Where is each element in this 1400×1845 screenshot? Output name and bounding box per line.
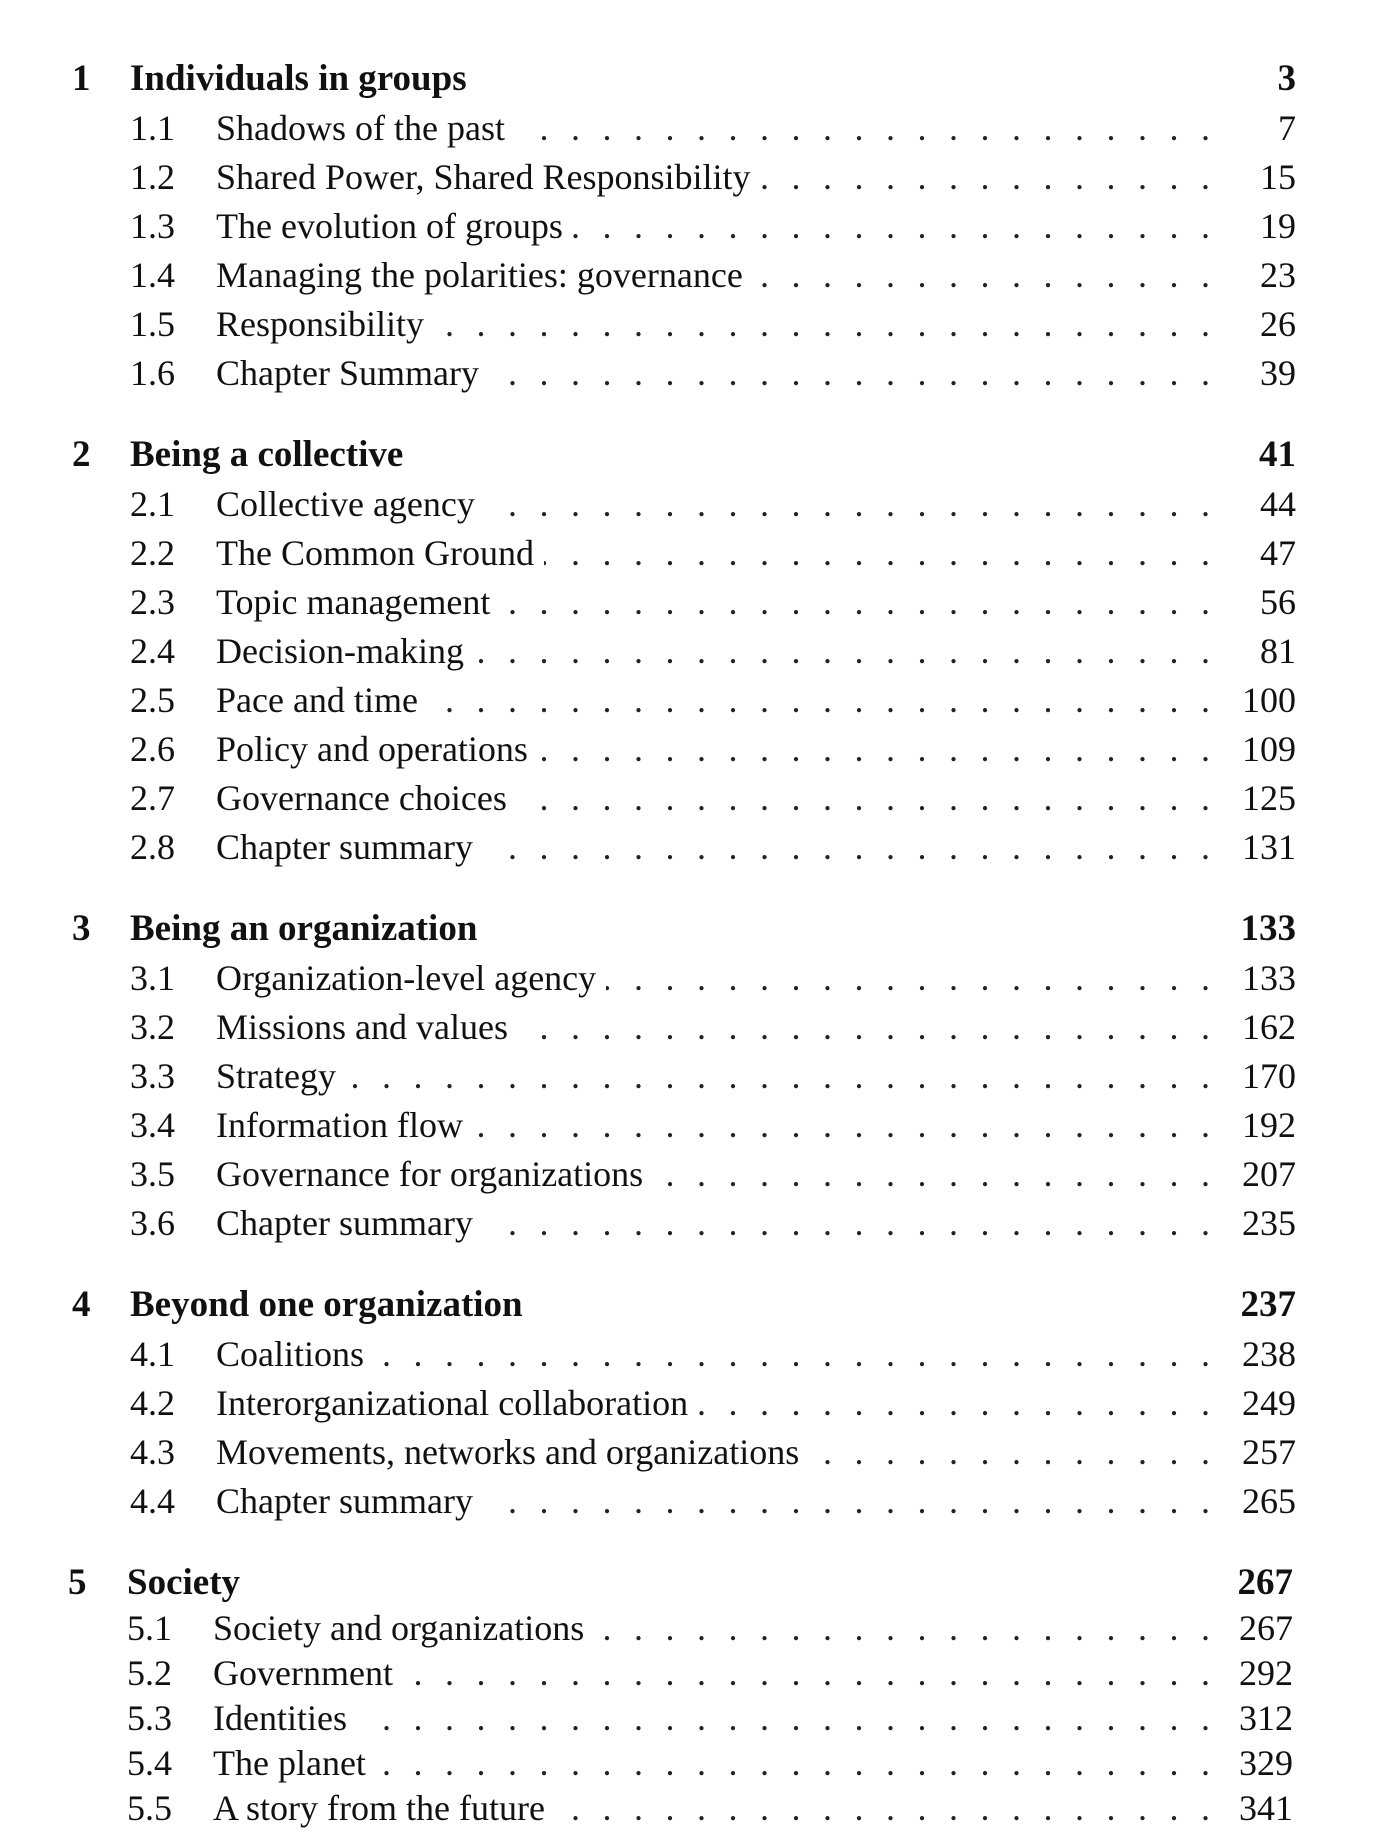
- toc-section-entry[interactable]: [0, 1379, 1400, 1427]
- section-page-number: 44: [1260, 484, 1296, 524]
- toc-section-entry[interactable]: [0, 1101, 1400, 1149]
- toc-section-entry[interactable]: [0, 725, 1400, 773]
- section-page-number: 56: [1260, 582, 1296, 622]
- section-page-number: 23: [1260, 255, 1296, 295]
- chapter-page-number: 41: [1259, 434, 1296, 475]
- section-title: Information flow: [216, 1101, 473, 1149]
- section-page-number: 257: [1242, 1432, 1296, 1472]
- dot-leader: [213, 1694, 1210, 1742]
- toc-section-entry[interactable]: [0, 823, 1400, 871]
- toc-section-entry[interactable]: [0, 578, 1400, 626]
- section-title: Missions and values: [216, 1003, 518, 1051]
- chapter-title: Beyond one organization: [130, 1281, 533, 1329]
- section-title: Strategy: [216, 1052, 346, 1100]
- toc-chapter-entry[interactable]: [0, 1559, 1400, 1607]
- section-number: 2.3: [130, 582, 175, 622]
- section-page-number: 125: [1242, 778, 1296, 818]
- section-title: Responsibility: [216, 300, 434, 348]
- chapter-number: 3: [72, 908, 91, 949]
- section-title: Government: [213, 1649, 403, 1697]
- section-number: 2.2: [130, 533, 175, 573]
- section-title: Pace and time: [216, 676, 428, 724]
- section-title: The evolution of groups: [216, 202, 573, 250]
- toc-section-entry[interactable]: [0, 300, 1400, 348]
- section-page-number: 81: [1260, 631, 1296, 671]
- section-page-number: 170: [1242, 1056, 1296, 1096]
- toc-section-entry[interactable]: [0, 954, 1400, 1002]
- toc-section-entry[interactable]: [0, 1199, 1400, 1247]
- section-title: Governance for organizations: [216, 1150, 653, 1198]
- toc-section-entry[interactable]: [0, 1649, 1400, 1697]
- section-number: 1.6: [130, 353, 175, 393]
- section-title: Society and organizations: [213, 1604, 594, 1652]
- section-number: 2.8: [130, 827, 175, 867]
- section-title: Identities: [213, 1694, 357, 1742]
- toc-section-entry[interactable]: [0, 676, 1400, 724]
- section-page-number: 26: [1260, 304, 1296, 344]
- toc-section-entry[interactable]: [0, 1739, 1400, 1787]
- section-title: Chapter summary: [216, 1477, 483, 1525]
- section-number: 1.5: [130, 304, 175, 344]
- section-title: Chapter summary: [216, 1199, 483, 1247]
- section-number: 1.1: [130, 108, 175, 148]
- section-page-number: 39: [1260, 353, 1296, 393]
- section-number: 2.7: [130, 778, 175, 818]
- section-title: Shared Power, Shared Responsibility: [216, 153, 761, 201]
- chapter-title: Being a collective: [130, 431, 413, 479]
- section-title: Governance choices: [216, 774, 517, 822]
- section-title: Collective agency: [216, 480, 485, 528]
- chapter-number: 2: [72, 434, 91, 475]
- section-title: Chapter summary: [216, 823, 483, 871]
- section-title: The Common Ground: [216, 529, 544, 577]
- toc-section-entry[interactable]: [0, 1604, 1400, 1652]
- section-page-number: 238: [1242, 1334, 1296, 1374]
- chapter-page-number: 267: [1237, 1562, 1293, 1603]
- chapter-number: 4: [72, 1284, 91, 1325]
- section-number: 4.4: [130, 1481, 175, 1521]
- section-title: Movements, networks and organizations: [216, 1428, 809, 1476]
- chapter-title: Individuals in groups: [130, 55, 477, 103]
- section-number: 4.1: [130, 1334, 175, 1374]
- section-page-number: 207: [1242, 1154, 1296, 1194]
- section-title: The planet: [213, 1739, 376, 1787]
- section-page-number: 100: [1242, 680, 1296, 720]
- section-title: Managing the polarities: governance: [216, 251, 753, 299]
- chapter-page-number: 3: [1277, 58, 1296, 99]
- toc-section-entry[interactable]: [0, 349, 1400, 397]
- section-number: 1.4: [130, 255, 175, 295]
- section-number: 3.2: [130, 1007, 175, 1047]
- section-number: 4.2: [130, 1383, 175, 1423]
- chapter-page-number: 133: [1240, 908, 1296, 949]
- section-page-number: 292: [1239, 1653, 1293, 1693]
- toc-section-entry[interactable]: [0, 1428, 1400, 1476]
- section-title: Organization-level agency: [216, 954, 606, 1002]
- section-page-number: 329: [1239, 1743, 1293, 1783]
- chapter-title: Being an organization: [130, 905, 487, 953]
- section-page-number: 7: [1278, 108, 1296, 148]
- toc-section-entry[interactable]: [0, 529, 1400, 577]
- section-page-number: 235: [1242, 1203, 1296, 1243]
- toc-chapter-entry[interactable]: [0, 1281, 1400, 1329]
- toc-section-entry[interactable]: [0, 104, 1400, 152]
- toc-section-entry[interactable]: [0, 153, 1400, 201]
- section-number: 5.5: [127, 1788, 172, 1828]
- section-number: 2.4: [130, 631, 175, 671]
- section-number: 5.4: [127, 1743, 172, 1783]
- toc-section-entry[interactable]: [0, 1694, 1400, 1742]
- chapter-number: 5: [68, 1562, 87, 1603]
- section-number: 2.6: [130, 729, 175, 769]
- section-title: Decision-making: [216, 627, 474, 675]
- toc-section-entry[interactable]: [0, 480, 1400, 528]
- section-number: 1.2: [130, 157, 175, 197]
- section-page-number: 267: [1239, 1608, 1293, 1648]
- section-page-number: 249: [1242, 1383, 1296, 1423]
- section-page-number: 47: [1260, 533, 1296, 573]
- toc-section-entry[interactable]: [0, 1330, 1400, 1378]
- toc-chapter-entry[interactable]: [0, 55, 1400, 103]
- section-page-number: 312: [1239, 1698, 1293, 1738]
- section-title: A story from the future: [213, 1784, 555, 1832]
- toc-section-entry[interactable]: [0, 202, 1400, 250]
- section-title: Coalitions: [216, 1330, 374, 1378]
- section-title: Shadows of the past: [216, 104, 515, 152]
- chapter-page-number: 237: [1240, 1284, 1296, 1325]
- section-page-number: 133: [1242, 958, 1296, 998]
- section-title: Chapter Summary: [216, 349, 489, 397]
- section-page-number: 265: [1242, 1481, 1296, 1521]
- section-number: 5.2: [127, 1653, 172, 1693]
- toc-section-entry[interactable]: [0, 1052, 1400, 1100]
- section-number: 5.1: [127, 1608, 172, 1648]
- dot-leader: [216, 1052, 1210, 1100]
- section-number: 2.5: [130, 680, 175, 720]
- section-page-number: 109: [1242, 729, 1296, 769]
- section-number: 3.1: [130, 958, 175, 998]
- toc-section-entry[interactable]: [0, 1003, 1400, 1051]
- chapter-title: Society: [127, 1559, 250, 1607]
- toc-section-entry[interactable]: [0, 1150, 1400, 1198]
- section-page-number: 341: [1239, 1788, 1293, 1828]
- section-number: 4.3: [130, 1432, 175, 1472]
- section-title: Interorganizational collaboration: [216, 1379, 698, 1427]
- section-number: 2.1: [130, 484, 175, 524]
- section-title: Topic management: [216, 578, 500, 626]
- section-page-number: 162: [1242, 1007, 1296, 1047]
- toc-chapter-entry[interactable]: [0, 905, 1400, 953]
- section-page-number: 192: [1242, 1105, 1296, 1145]
- section-number: 3.5: [130, 1154, 175, 1194]
- toc-section-entry[interactable]: [0, 627, 1400, 675]
- toc-section-entry[interactable]: [0, 251, 1400, 299]
- section-number: 3.4: [130, 1105, 175, 1145]
- section-title: Policy and operations: [216, 725, 538, 773]
- toc-section-entry[interactable]: [0, 774, 1400, 822]
- section-number: 5.3: [127, 1698, 172, 1738]
- section-page-number: 19: [1260, 206, 1296, 246]
- chapter-number: 1: [72, 58, 91, 99]
- toc-section-entry[interactable]: [0, 1477, 1400, 1525]
- section-number: 3.3: [130, 1056, 175, 1096]
- section-number: 3.6: [130, 1203, 175, 1243]
- toc-chapter-entry[interactable]: [0, 431, 1400, 479]
- toc-section-entry[interactable]: [0, 1784, 1400, 1832]
- section-page-number: 15: [1260, 157, 1296, 197]
- section-number: 1.3: [130, 206, 175, 246]
- section-page-number: 131: [1242, 827, 1296, 867]
